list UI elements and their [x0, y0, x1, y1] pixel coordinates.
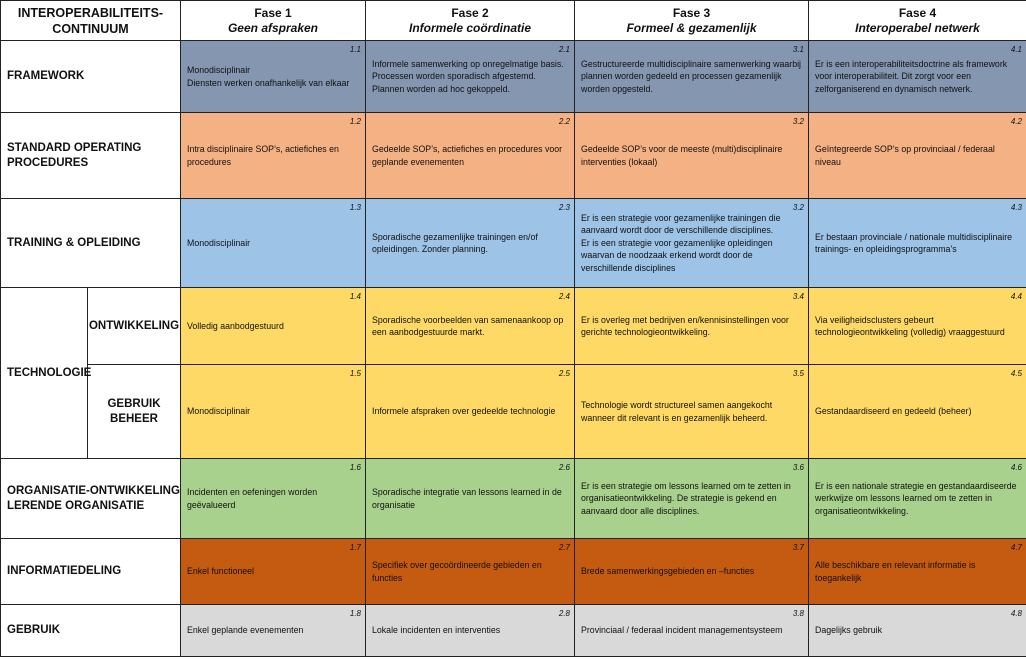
cell-text: Enkel functioneel [187, 566, 254, 577]
cell-1-2 [181, 113, 366, 199]
cell-number: 2.6 [558, 463, 570, 472]
cell-3-3 [575, 199, 809, 288]
cell-3-8 [575, 605, 809, 657]
cell-text: Brede samenwerkingsgebieden en –functies [581, 566, 755, 577]
cell-number: 2.5 [558, 369, 570, 378]
table-row-training [1, 199, 1026, 288]
cell-3-2 [575, 113, 809, 199]
cell-number: 3.6 [792, 463, 804, 472]
cell-number: 4.7 [1010, 543, 1022, 552]
cell-text: Intra disciplinaire SOP’s, actiefiches en procedures [187, 144, 339, 167]
cell-number: 2.8 [558, 609, 570, 618]
phase-subtitle: Formeel & gezamenlijk [626, 20, 757, 35]
cell-text: Monodisciplinair [187, 406, 251, 417]
table-row-organisatie [1, 459, 1026, 539]
phase-header-2 [366, 1, 575, 41]
table-row-technologie-ontwikkeling [1, 288, 1026, 365]
cell-text: Geïntegreerde SOP’s op provinciaal / federaal niveau [815, 144, 995, 167]
cell-1-6 [181, 459, 366, 539]
row-label-line: ORGANISATIE-ONTWIKKELING [7, 484, 180, 497]
cell-1-1 [181, 41, 366, 113]
row-label-line: LERENDE ORGANISATIE [7, 499, 145, 512]
table-row-technologie-gebruik-beheer [1, 365, 1026, 459]
table-row-framework [1, 41, 1026, 113]
cell-text: Informele afspraken over gedeelde technologie [372, 406, 556, 417]
cell-text: Technologie wordt structureel samen aangekocht wanneer dit relevant is en gezamenlijk beheerd. [581, 400, 773, 423]
cell-3-5 [575, 365, 809, 459]
cell-1-7 [181, 539, 366, 605]
phase-title: Fase 1 [254, 5, 292, 20]
row-label-gebruik: GEBRUIK [1, 605, 181, 657]
cell-number: 2.1 [558, 45, 570, 54]
row-label-sop: STANDARD OPERATING PROCEDURES [1, 113, 181, 199]
cell-number: 4.4 [1010, 292, 1022, 301]
cell-1-8 [181, 605, 366, 657]
cell-number: 2.2 [558, 117, 570, 126]
cell-number: 1.4 [349, 292, 361, 301]
cell-number: 1.1 [349, 45, 361, 54]
cell-number: 1.7 [349, 543, 361, 552]
cell-number: 2.3 [558, 203, 570, 212]
row-sublabel-ontwikkeling: ONTWIKKELING [88, 288, 181, 365]
cell-text: Er is een strategie voor gezamenlijke trainingen die aanvaard wordt door de verschillende disciplines. Er is een strategie voor gezamenlijke opleidingen waarvan de noodzaak erkend wordt door de verschillende disciplines [581, 212, 781, 273]
cell-4-2 [809, 113, 1026, 199]
cell-line: Monodisciplinair Diensten werken onafhankelijk van elkaar [187, 65, 350, 88]
cell-4-1 [809, 41, 1026, 113]
cell-number: 4.3 [1010, 203, 1022, 212]
cell-text: Alle beschikbare en relevant informatie is toegankelijk [815, 560, 976, 583]
cell-4-5 [809, 365, 1026, 459]
cell-text: Monodisciplinair [187, 237, 251, 248]
phase-title: Fase 3 [672, 5, 711, 20]
cell-text: Gedeelde SOP’s, actiefiches en procedures voor geplande evenementen [372, 144, 563, 167]
row-label-framework: FRAMEWORK [1, 41, 181, 113]
cell-number: 1.2 [349, 117, 361, 126]
cell-number: 1.8 [349, 609, 361, 618]
row-label-training: TRAINING & OPLEIDING [1, 199, 181, 288]
sublabel-line: GEBRUIK [107, 397, 161, 410]
cell-2-7 [366, 539, 575, 605]
phase-subtitle: Interoperabel netwerk [855, 20, 980, 35]
cell-number: 4.8 [1010, 609, 1022, 618]
phase-header-3 [575, 1, 809, 41]
phase-header-4 [809, 1, 1026, 41]
cell-text: Er is een strategie om lessons learned om te zetten in organisatieontwikkeling. De strategie is gekend en aanvaard door alle disciplines. [581, 480, 791, 516]
cell-1-5 [181, 365, 366, 459]
cell-2-3 [366, 199, 575, 288]
cell-text: Informele samenwerking op onregelmatige basis. Processen worden sporadisch afgestemd. Plannen worden ad hoc gekoppeld. [372, 58, 564, 94]
cell-text: Incidenten en oefeningen worden geëvalueerd [187, 487, 318, 510]
cell-number: 4.2 [1010, 117, 1022, 126]
cell-number: 3.2 [792, 117, 804, 126]
cell-number: 3.8 [792, 609, 804, 618]
cell-2-6 [366, 459, 575, 539]
cell-4-6 [809, 459, 1026, 539]
row-label-organisatie [1, 459, 181, 539]
table-row-gebruik [1, 605, 1026, 657]
cell-text: Sporadische integratie van lessons learned in de organisatie [372, 487, 562, 510]
phase-subtitle: Geen afspraken [227, 20, 319, 35]
cell-number: 3.1 [792, 45, 804, 54]
cell-3-4 [575, 288, 809, 365]
cell-text: Lokale incidenten en interventies [372, 625, 501, 636]
cell-text: Gedeelde SOP’s voor de meeste (multi)disciplinaire interventies (lokaal) [581, 144, 783, 167]
cell-text: Provinciaal / federaal incident managementsysteem [581, 625, 783, 636]
cell-number: 3.4 [792, 292, 804, 301]
cell-4-3 [809, 199, 1026, 288]
row-label-technologie: TECHNOLOGIE [1, 288, 88, 459]
cell-number: 1.6 [349, 463, 361, 472]
table-row-informatiedeling [1, 539, 1026, 605]
cell-number: 3.7 [792, 543, 804, 552]
cell-3-6 [575, 459, 809, 539]
cell-1-4 [181, 288, 366, 365]
cell-text: Sporadische gezamenlijke trainingen en/of opleidingen. Zonder planning. [372, 231, 538, 254]
cell-4-8 [809, 605, 1026, 657]
cell-text: Gestandaardiseerd en gedeeld (beheer) [815, 406, 972, 417]
cell-text: Specifiek over gecoördineerde gebieden en functies [372, 560, 542, 583]
phase-title: Fase 2 [451, 5, 489, 20]
cell-number: 4.5 [1010, 369, 1022, 378]
cell-2-8 [366, 605, 575, 657]
phase-title: Fase 4 [898, 5, 937, 20]
cell-text: Dagelijks gebruik [815, 625, 882, 636]
cell-text: Er is overleg met bedrijven en/kennisinstellingen voor gerichte technologieontwikkeling. [581, 314, 789, 337]
cell-4-4 [809, 288, 1026, 365]
cell-text: Sporadische voorbeelden van samenaankoop op een aanbodgestuurde markt. [372, 314, 564, 337]
cell-text: Via veiligheidsclusters gebeurt technologieontwikkeling (volledig) vraaggestuurd [815, 314, 1005, 337]
cell-number: 2.4 [558, 292, 570, 301]
cell-number: 4.1 [1010, 45, 1022, 54]
cell-2-4 [366, 288, 575, 365]
phase-subtitle: Informele coördinatie [408, 20, 532, 35]
cell-4-7 [809, 539, 1026, 605]
cell-number: 3.2 [792, 203, 804, 212]
cell-text: Volledig aanbodgestuurd [187, 320, 284, 331]
table-row-sop [1, 113, 1026, 199]
cell-text: Er bestaan provinciale / nationale multidisciplinaire trainings- en opleidingsprogramma’s [815, 231, 1013, 254]
cell-number: 4.6 [1010, 463, 1022, 472]
cell-2-1 [366, 41, 575, 113]
cell-2-2 [366, 113, 575, 199]
cell-text: Enkel geplande evenementen [187, 625, 304, 636]
cell-text: Gestructureerde multidisciplinaire samenwerking waarbij plannen worden gedeeld en processen gezamenlijk worden opgesteld. [581, 58, 802, 94]
cell-number: 1.3 [349, 203, 361, 212]
row-label-informatiedeling: INFORMATIEDELING [1, 539, 181, 605]
row-sublabel-gebruik-beheer [88, 365, 181, 459]
table-corner-title: INTEROPERABILITEITS-CONTINUUM [1, 1, 181, 41]
cell-1-3 [181, 199, 366, 288]
cell-number: 1.5 [349, 369, 361, 378]
sublabel-line: BEHEER [110, 412, 158, 425]
cell-2-5 [366, 365, 575, 459]
phase-header-1 [181, 1, 366, 41]
cell-text: Er is een nationale strategie en gestandaardiseerde werkwijze om lessons learned om te zetten in organisatieontwikkeling. [815, 480, 1017, 516]
cell-3-1 [575, 41, 809, 113]
cell-number: 2.7 [558, 543, 570, 552]
cell-number: 3.5 [792, 369, 804, 378]
cell-text: Er is een interoperabiliteitsdoctrine als framework voor interoperabiliteit. Dit zorgt voor een zelforganiserend en dynamisch netwerk. [815, 58, 1008, 94]
cell-3-7 [575, 539, 809, 605]
